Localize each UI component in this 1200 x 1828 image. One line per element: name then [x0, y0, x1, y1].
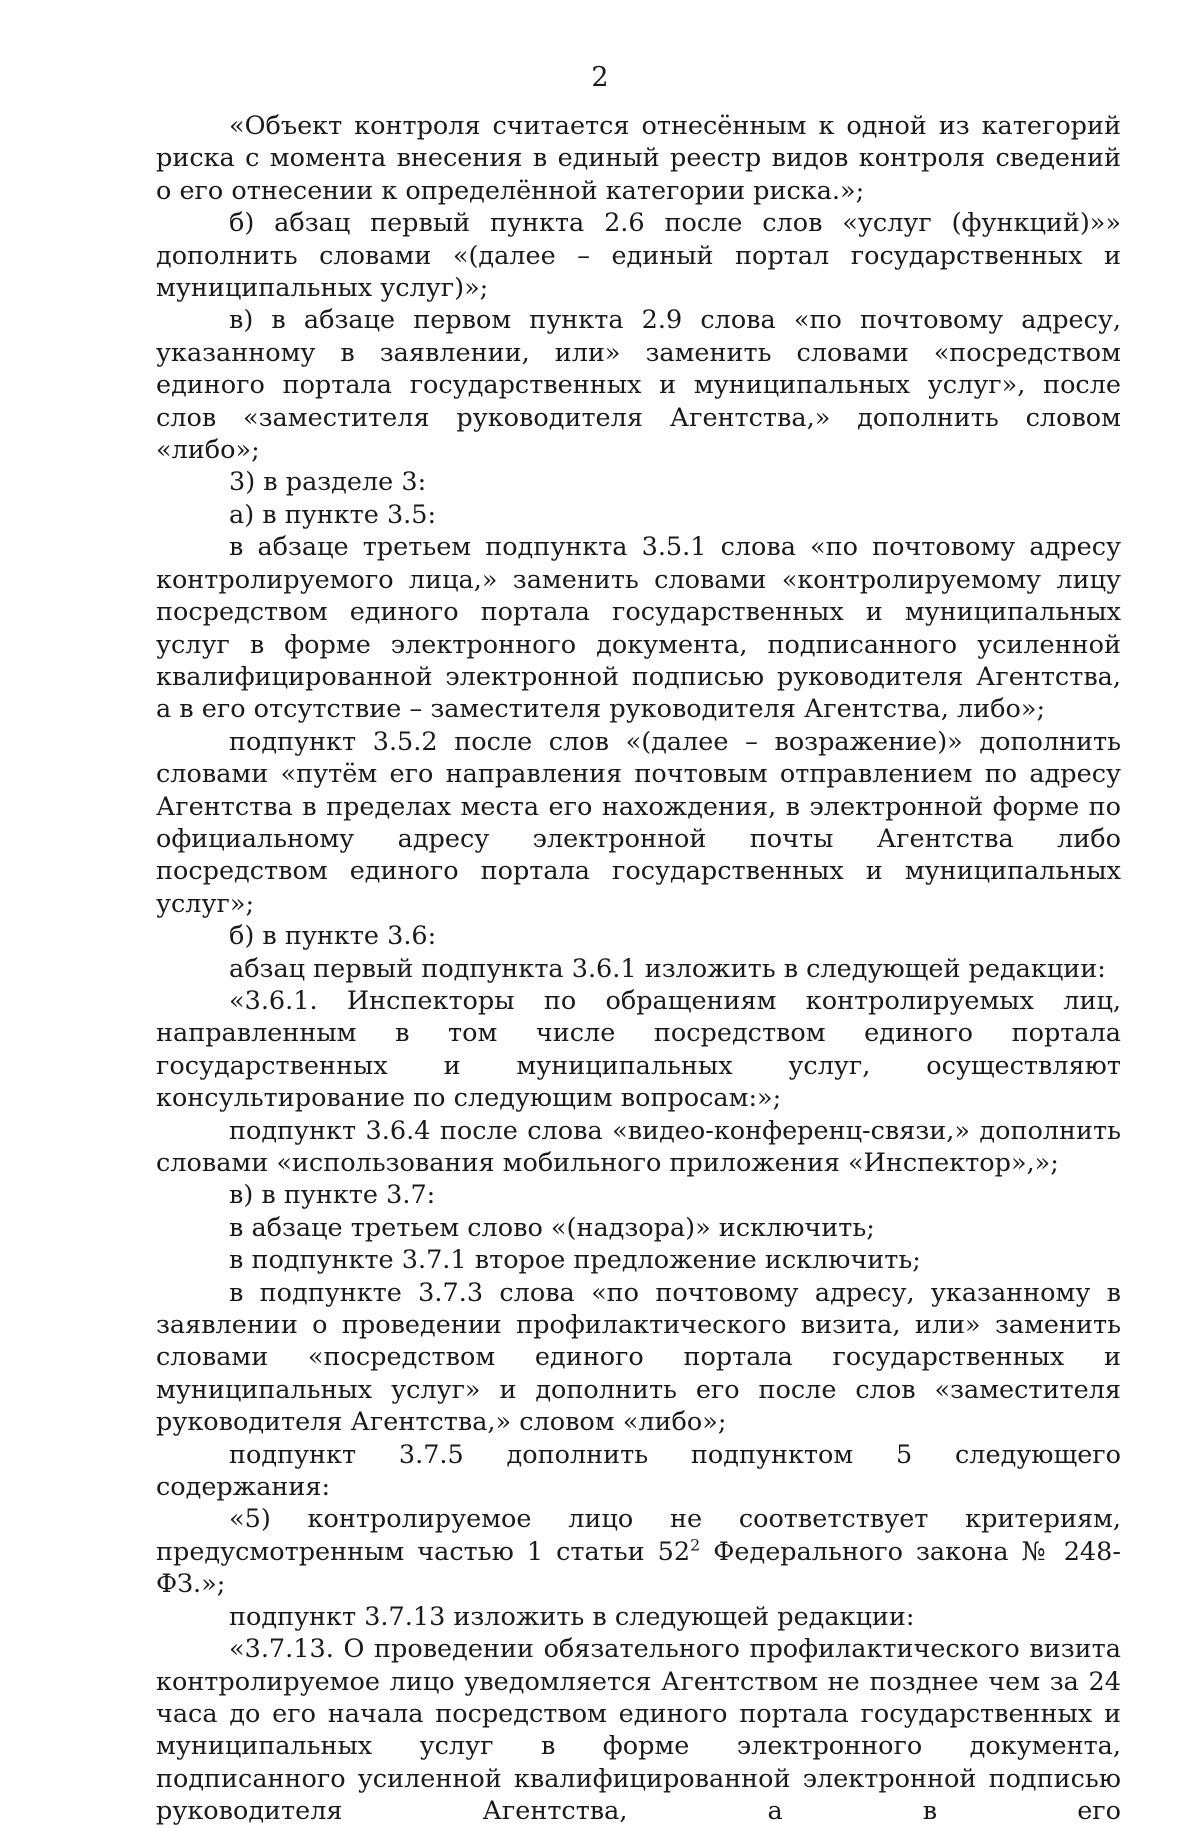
paragraph-item-b-2-6: б) абзац первый пункта 2.6 после слов «услуг (функций)»» дополнить словами «(далее – единый портал государственных и муниципальных услуг)»;: [156, 208, 1121, 304]
paragraph-risk-category: «Объект контроля считается отнесённым к одной из категорий риска с момента внесения в единый реестр видов контроля сведений о его отнесении к определённой категории риска.»;: [156, 111, 1121, 206]
paragraph-3-7-5-intro: подпункт 3.7.5 дополнить подпунктом 5 следующего содержания:: [156, 1439, 1121, 1503]
paragraph-item-v-2-9: в) в абзаце первом пункта 2.9 слова «по почтовому адресу, указанному в заявлении, или» заменить словами «посредством единого портала государственных и муниципальных услуг», после слов «заместителя руководителя Агентства,» дополнить словом «либо»;: [156, 305, 1121, 466]
paragraph-3-7-5-item-5-text: «5) контролируемое лицо не соответствует критериям, предусмотренным частью 1 статьи 52: [156, 1504, 1121, 1567]
paragraph-3-6-1-intro: абзац первый подпункта 3.6.1 изложить в следующей редакции:: [229, 953, 1106, 984]
paragraph-3-6-4: подпункт 3.6.4 после слова «видео-конференц-связи,» дополнить словами «использования мобильного приложения «Инспектор»,»;: [156, 1115, 1121, 1178]
paragraph-3-7-5-item-5: [156, 1503, 1121, 1600]
document-body: [156, 110, 1121, 1828]
paragraph-3-7-third: в абзаце третьем слово «(надзора)» исключить;: [229, 1212, 875, 1243]
paragraph-item-b-3-6: б) в пункте 3.6:: [229, 921, 437, 952]
superscript-2: 2: [690, 1535, 701, 1555]
paragraph-item-v-3-7: в) в пункте 3.7:: [229, 1180, 436, 1211]
paragraph-section-3: 3) в разделе 3:: [229, 467, 427, 498]
paragraph-item-a-3-5: а) в пункте 3.5:: [229, 499, 437, 530]
paragraph-3-7-13-intro: подпункт 3.7.13 изложить в следующей редакции:: [229, 1601, 915, 1632]
paragraph-3-7-1: в подпункте 3.7.1 второе предложение исключить;: [229, 1245, 921, 1276]
paragraph-3-6-1-text: «3.6.1. Инспекторы по обращениям контролируемых лиц, направленным в том числе посредством единого портала государственных и муниципальных услуг, осуществляют консультирование по следующим вопросам:»;: [156, 985, 1121, 1114]
page-number: 2: [591, 62, 609, 93]
paragraph-3-7-13-text: «3.7.13. О проведении обязательного профилактического визита контролируемое лицо уведомляется Агентством не позднее чем за 24 часа до его начала посредством единого портала государственных и муниципальных услуг в форме электронного документа, подписанного усиленной квалифицированной электронной подписью руководителя Агентства, а в его: [156, 1634, 1121, 1827]
paragraph-3-7-3: в подпункте 3.7.3 слова «по почтовому адресу, указанному в заявлении о проведении профилактического визита, или» заменить словами «посредством единого портала государственных и муниципальных услуг» и дополнить его после слов «заместителя руководителя Агентства,» словом «либо»;: [156, 1277, 1121, 1438]
paragraph-3-5-1: в абзаце третьем подпункта 3.5.1 слова «по почтовому адресу контролируемого лица,» заменить словами «контролируемому лицу посредством единого портала государственных и муниципальных услуг в форме электронного документа, подписанного усиленной квалифицированной электронной подписью руководителя Агентства, а в его отсутствие – заместителя руководителя Агентства, либо»;: [156, 532, 1121, 725]
paragraph-3-7-5-item-5-tail: Федерального закона № 248-ФЗ.»;: [156, 1536, 1121, 1600]
paragraph-3-5-2: подпункт 3.5.2 после слов «(далее – возражение)» дополнить словами «путём его направления почтовым отправлением по адресу Агентства в пределах места его нахождения, в электронной форме по официальному адресу электронной почты Агентства либо посредством единого портала государственных и муниципальных услуг»;: [156, 726, 1121, 919]
